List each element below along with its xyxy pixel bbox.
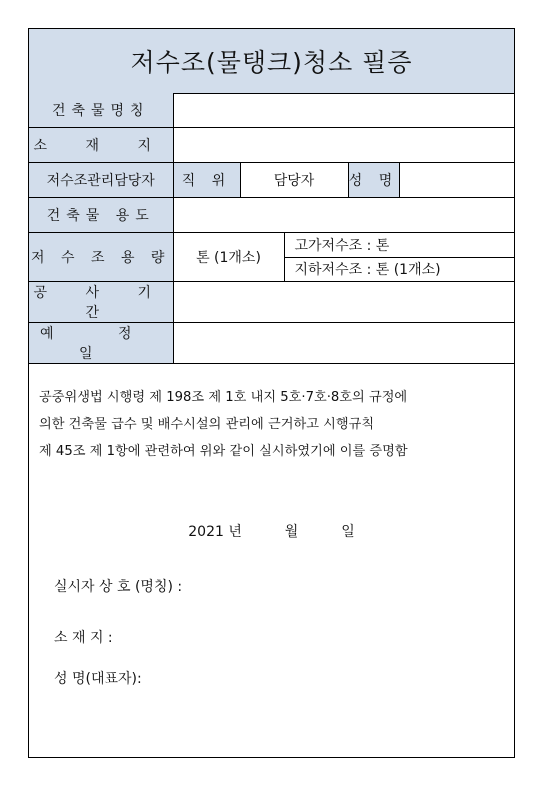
- period-label: 공 사 기 간: [29, 282, 173, 323]
- manager-name-field[interactable]: [399, 163, 514, 198]
- row-capacity: [29, 233, 514, 282]
- date-year: 2021 년: [188, 524, 242, 540]
- underground-tank-text: 지하저수조 : 톤 (1개소): [294, 262, 441, 279]
- date-day: 일: [341, 524, 355, 540]
- building-name-field[interactable]: [173, 93, 514, 128]
- location-field[interactable]: [173, 128, 514, 163]
- name-label: 성 명: [348, 163, 399, 198]
- elevated-tank-text: 고가저수조 : 톤: [285, 233, 515, 258]
- location-label: 소 재 지: [29, 128, 173, 163]
- statement-line-2: 의한 건축물 급수 및 배수시설의 관리에 근거하고 시행규칙: [39, 417, 375, 432]
- row-period: [29, 282, 514, 323]
- signature-name: 성 명(대표자):: [54, 671, 142, 687]
- schedule-field[interactable]: [173, 323, 514, 364]
- certificate-frame: [28, 28, 515, 758]
- row-location: [29, 128, 514, 163]
- date-month: 월: [284, 524, 299, 540]
- capacity-value: 톤 (1개소): [173, 233, 284, 282]
- issue-date: [29, 521, 514, 541]
- row-schedule: [29, 323, 514, 364]
- signature-address: 소 재 지 :: [54, 630, 113, 646]
- position-value: 담당자: [240, 163, 348, 198]
- tank-types-cell: [284, 233, 514, 282]
- row-building-name: [29, 93, 514, 128]
- row-manager: [29, 163, 514, 198]
- usage-field[interactable]: [173, 198, 514, 233]
- statement-line-3: 제 45조 제 1항에 관련하여 위와 같이 실시하였기에 이를 증명함: [39, 444, 408, 459]
- row-usage: [29, 198, 514, 233]
- capacity-label: 저 수 조 용 량: [29, 233, 173, 282]
- usage-label: 건축물 용도: [29, 198, 173, 233]
- signature-company: 실시자 상 호 (명칭) :: [54, 579, 183, 595]
- building-name-label: 건축물명칭: [29, 93, 173, 128]
- statement-text: [39, 384, 509, 465]
- certificate-title: 저수조(물탱크)청소 필증: [29, 29, 514, 94]
- manager-label: 저수조관리담당자: [29, 163, 173, 198]
- statement-line-1: 공중위생법 시행령 제 198조 제 1호 내지 5호·7호·8호의 규정에: [39, 390, 408, 405]
- info-table: [29, 93, 514, 364]
- schedule-label: 예 정 일: [29, 323, 173, 364]
- period-field[interactable]: [173, 282, 514, 323]
- position-label: 직 위: [173, 163, 240, 198]
